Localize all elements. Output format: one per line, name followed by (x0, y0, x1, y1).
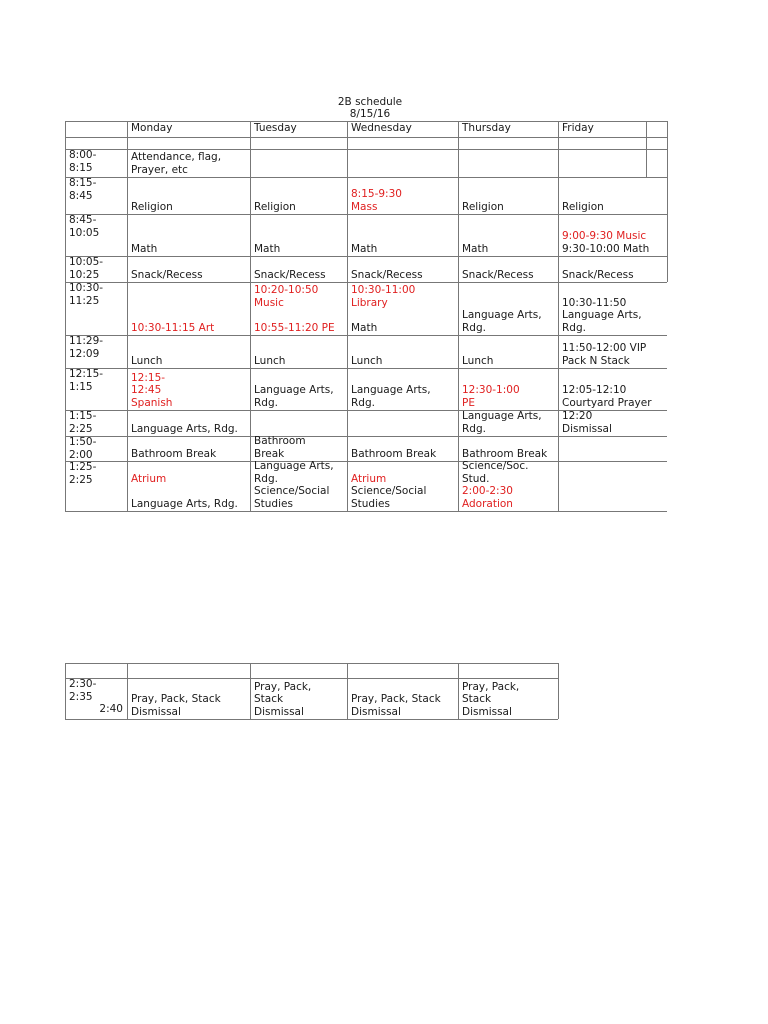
schedule-cell-monday: Language Arts, Rdg. (131, 497, 238, 510)
schedule-cell-friday: Courtyard Prayer (562, 396, 652, 409)
schedule-cell-friday: Pack N Stack (562, 354, 630, 367)
grid-line (65, 511, 667, 512)
schedule-cell-wednesday: Lunch (351, 354, 383, 367)
schedule-cell-tuesday: Religion (254, 200, 296, 213)
dismissal-cell-tuesday: Pray, Pack, (254, 680, 312, 693)
schedule-cell-thursday: Snack/Recess (462, 268, 534, 281)
grid-line (250, 149, 251, 511)
dismissal-cell-wednesday: Dismissal (351, 705, 401, 718)
schedule-title: 2B schedule (337, 96, 403, 108)
schedule-cell-thursday: Stud. (462, 472, 490, 485)
schedule-cell-tuesday: Studies (254, 497, 293, 510)
grid-line (646, 121, 647, 149)
schedule-cell-tuesday: Rdg. (254, 396, 278, 409)
dismissal-cell-wednesday: Pray, Pack, Stack (351, 693, 441, 705)
dismissal-cell-tuesday: Dismissal (254, 705, 304, 718)
schedule-cell-thursday: 2:00-2:30 (462, 485, 513, 497)
grid-line (250, 121, 251, 149)
schedule-cell-thursday: Rdg. (462, 422, 486, 435)
dismissal-cell-thursday: Pray, Pack, (462, 680, 520, 693)
header-monday: Monday (131, 122, 173, 134)
grid-line (65, 678, 558, 679)
schedule-cell-thursday: Language Arts, (462, 410, 542, 422)
schedule-cell-thursday: 12:30-1:00 (462, 384, 520, 396)
schedule-cell-thursday: Language Arts, (462, 309, 542, 321)
schedule-cell-wednesday: Math (351, 321, 378, 334)
schedule-cell-monday: Math (131, 242, 158, 255)
schedule-cell-tuesday: Science/Social (254, 485, 330, 497)
schedule-cell-thursday: Lunch (462, 354, 494, 367)
grid-line (65, 256, 667, 257)
schedule-cell-thursday: Bathroom Break (462, 447, 548, 460)
time-label: 12:09 (69, 347, 100, 360)
schedule-cell-wednesday: Language Arts, (351, 384, 431, 396)
header-friday: Friday (562, 122, 594, 134)
time-end-label: 2:40 (99, 703, 123, 715)
schedule-cell-friday: Rdg. (562, 321, 586, 334)
time-label: 1:15- (69, 410, 97, 422)
schedule-cell-thursday: Religion (462, 200, 504, 213)
grid-line (65, 282, 667, 283)
time-label: 11:29- (69, 335, 104, 347)
grid-line (458, 121, 459, 149)
schedule-cell-monday: Attendance, flag, (131, 151, 222, 163)
schedule-cell-monday: Language Arts, Rdg. (131, 422, 238, 435)
grid-line (558, 663, 559, 719)
time-label: 2:30- (69, 678, 97, 690)
grid-line (127, 149, 128, 511)
time-label: 2:25 (69, 422, 93, 435)
schedule-cell-wednesday: Rdg. (351, 396, 375, 409)
grid-line (65, 149, 667, 150)
grid-line (65, 335, 667, 336)
time-label: 8:15- (69, 177, 97, 189)
grid-line (65, 436, 667, 437)
grid-line (65, 461, 667, 462)
schedule-date: 8/15/16 (349, 108, 391, 120)
grid-line (646, 149, 647, 177)
grid-line (65, 149, 66, 511)
schedule-cell-monday: 10:30-11:15 Art (131, 321, 215, 334)
schedule-cell-monday: Atrium (131, 472, 167, 485)
time-label: 8:00- (69, 149, 97, 161)
schedule-cell-wednesday: 10:30-11:00 (351, 284, 416, 296)
grid-line (65, 368, 667, 369)
time-label: 2:25 (69, 473, 93, 486)
time-label: 1:25- (69, 461, 97, 473)
grid-line (250, 663, 251, 719)
dismissal-cell-monday: Dismissal (131, 705, 181, 718)
time-label: 8:45- (69, 214, 97, 226)
schedule-cell-wednesday: 8:15-9:30 (351, 188, 402, 200)
header-thursday: Thursday (462, 122, 511, 134)
schedule-cell-tuesday: 10:55-11:20 PE (254, 321, 335, 334)
schedule-cell-friday: 12:20 (562, 410, 593, 422)
schedule-cell-friday: 9:00-9:30 Music (562, 230, 647, 242)
schedule-cell-wednesday: Atrium (351, 472, 387, 485)
schedule-cell-monday: Snack/Recess (131, 268, 203, 281)
dismissal-cell-monday: Pray, Pack, Stack (131, 693, 221, 705)
schedule-cell-tuesday: Language Arts, (254, 384, 334, 396)
schedule-cell-tuesday: Math (254, 242, 281, 255)
schedule-cell-wednesday: Mass (351, 200, 378, 213)
schedule-cell-tuesday: Language Arts, (254, 460, 334, 472)
schedule-cell-thursday: Science/Soc. (462, 460, 529, 472)
header-tuesday: Tuesday (254, 122, 297, 134)
grid-line (347, 149, 348, 511)
grid-line (558, 121, 559, 149)
grid-line (65, 177, 667, 178)
time-label: 10:30- (69, 282, 104, 294)
grid-line (667, 149, 668, 282)
schedule-cell-thursday: Rdg. (462, 321, 486, 334)
schedule-cell-monday: 12:15- (131, 371, 166, 384)
schedule-cell-thursday: Math (462, 242, 489, 255)
schedule-cell-tuesday: Break (254, 447, 285, 460)
grid-line (127, 121, 128, 149)
schedule-cell-friday: 10:30-11:50 (562, 296, 627, 309)
schedule-cell-wednesday: Snack/Recess (351, 268, 423, 281)
schedule-cell-friday: 12:05-12:10 (562, 384, 627, 396)
time-label: 8:45 (69, 189, 93, 202)
dismissal-cell-tuesday: Stack (254, 693, 284, 705)
grid-line (65, 214, 667, 215)
grid-line (667, 121, 668, 149)
schedule-cell-monday: Prayer, etc (131, 163, 188, 176)
grid-line (347, 121, 348, 149)
schedule-cell-wednesday: Studies (351, 497, 390, 510)
time-label: 10:25 (69, 268, 100, 281)
time-label: 10:05 (69, 226, 100, 239)
schedule-cell-friday: 11:50-12:00 VIP (562, 342, 647, 354)
header-wednesday: Wednesday (351, 122, 412, 134)
grid-line (127, 663, 128, 719)
time-label: 2:35 (69, 690, 93, 703)
schedule-cell-friday: Language Arts, (562, 309, 642, 321)
schedule-cell-thursday: Adoration (462, 497, 513, 510)
time-label: 10:05- (69, 256, 104, 268)
schedule-cell-tuesday: Snack/Recess (254, 268, 326, 281)
dismissal-cell-thursday: Dismissal (462, 705, 512, 718)
schedule-cell-friday: Religion (562, 200, 604, 213)
grid-line (458, 663, 459, 719)
grid-line (65, 121, 66, 149)
schedule-cell-tuesday: Bathroom (254, 435, 306, 447)
grid-line (347, 663, 348, 719)
time-label: 1:15 (69, 380, 93, 393)
schedule-cell-monday: Religion (131, 200, 173, 213)
grid-line (65, 663, 558, 664)
grid-line (65, 719, 558, 720)
schedule-cell-friday: Snack/Recess (562, 268, 634, 281)
time-label: 8:15 (69, 161, 93, 174)
schedule-cell-wednesday: Bathroom Break (351, 447, 437, 460)
schedule-cell-monday: Spanish (131, 396, 173, 409)
schedule-cell-thursday: PE (462, 396, 475, 409)
time-label: 11:25 (69, 294, 100, 307)
schedule-cell-wednesday: Science/Social (351, 485, 427, 497)
schedule-cell-monday: Lunch (131, 354, 163, 367)
schedule-cell-friday: 9:30-10:00 Math (562, 242, 650, 255)
time-label: 2:00 (69, 448, 93, 461)
schedule-cell-wednesday: Math (351, 242, 378, 255)
schedule-cell-monday: Bathroom Break (131, 447, 217, 460)
schedule-cell-monday: 12:45 (131, 384, 162, 396)
schedule-cell-wednesday: Library (351, 296, 388, 309)
schedule-cell-tuesday: Lunch (254, 354, 286, 367)
schedule-cell-friday: Dismissal (562, 422, 612, 435)
schedule-cell-tuesday: Rdg. (254, 472, 278, 485)
grid-line (558, 149, 559, 511)
schedule-cell-tuesday: 10:20-10:50 (254, 284, 319, 296)
grid-line (65, 137, 667, 138)
dismissal-cell-thursday: Stack (462, 693, 492, 705)
time-label: 12:15- (69, 368, 104, 380)
time-label: 1:50- (69, 436, 97, 448)
schedule-cell-tuesday: Music (254, 296, 284, 309)
grid-line (458, 149, 459, 511)
